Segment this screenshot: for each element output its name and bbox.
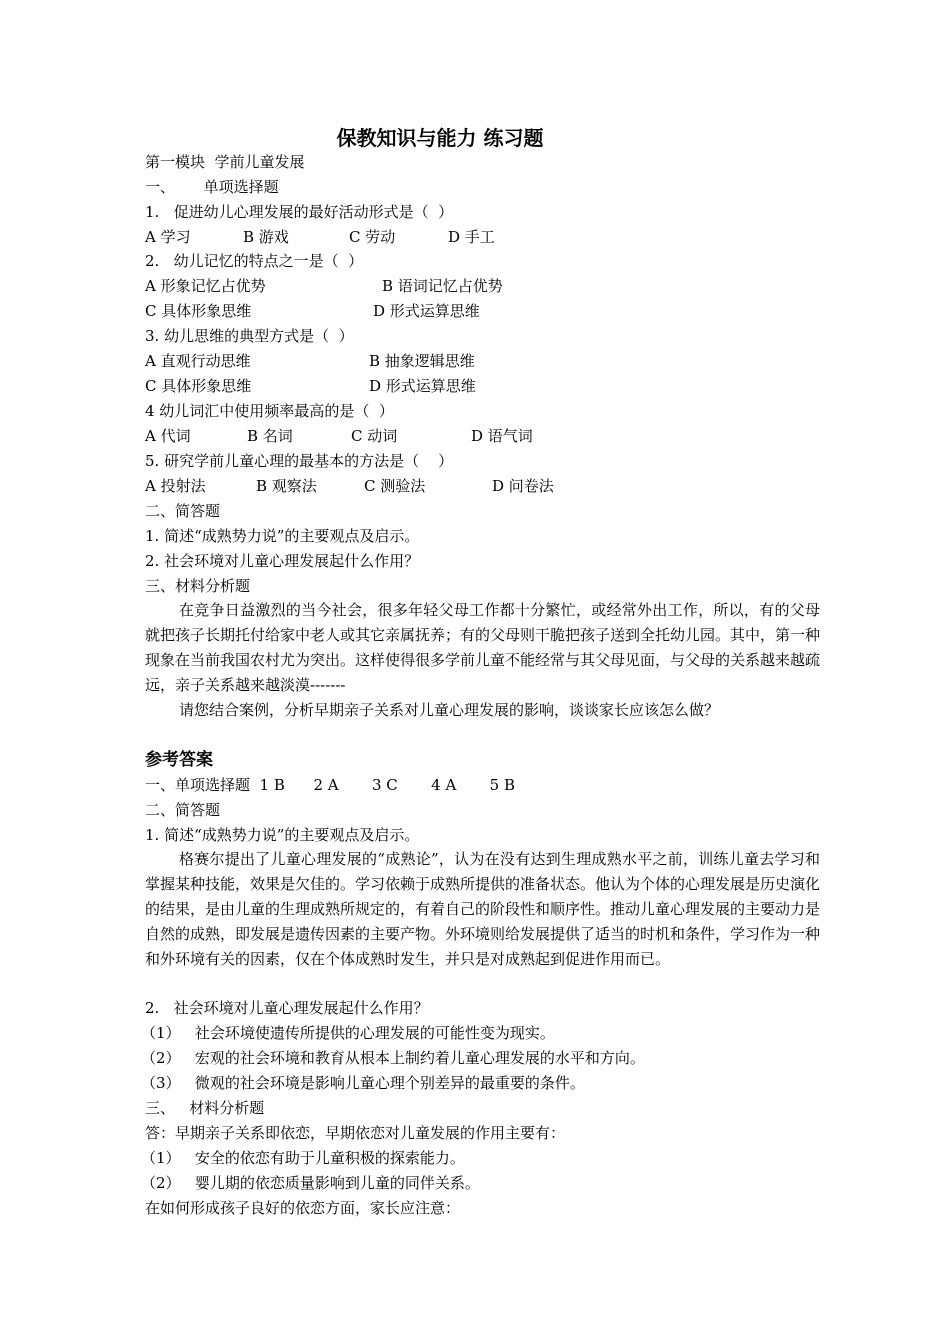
answer-2-item: （3） 微观的社会环境是影响儿童心理个别差异的最重要的条件。	[141, 1074, 585, 1092]
material-question: 请您结合案例，分析早期亲子关系对儿童心理发展的影响，谈谈家长应该怎么做？	[179, 701, 720, 719]
option: A 形象记忆占优势	[145, 277, 266, 295]
option: C 动词	[351, 427, 398, 445]
answer-3-item: （1） 安全的依恋有助于儿童积极的探索能力。	[141, 1149, 465, 1167]
question-1: 1. 促进幼儿心理发展的最好活动形式是（ ）	[145, 203, 454, 221]
option: C 具体形象思维	[145, 377, 252, 395]
option: D 形式运算思维	[373, 302, 480, 320]
option: B 抽象逻辑思维	[369, 352, 475, 370]
option: A 直观行动思维	[145, 352, 251, 370]
option: B 游戏	[243, 228, 289, 246]
option: C 测验法	[364, 477, 426, 495]
document-title: 保教知识与能力 练习题	[336, 126, 544, 150]
section-heading-choice: 一、 单项选择题	[145, 178, 279, 196]
option: D 手工	[448, 228, 495, 246]
option: D 语气词	[471, 427, 533, 445]
answer-1-paragraph: 格赛尔提出了儿童心理发展的“成熟论”，认为在没有达到生理成熟水平之前，训练儿童去学习和掌握某种技能，效果是欠佳的。学习依赖于成熟所提供的准备状态。他认为个体的心理发展是历史演化的结果，是由儿童的生理成熟所规定的，有着自己的阶段性和顺序性。推动儿童心理发展的主要动力是自然的成熟，即发展是遗传因素的主要产物。外环境则给发展提供了适当的时机和条件，学习作为一种和外环境有关的因素，仅在个体成熟时发生，并只是对成熟起到促进作用而已。	[145, 850, 821, 968]
module-heading: 第一模块 学前儿童发展	[145, 153, 305, 171]
option: A 学习	[145, 228, 191, 246]
option: A 代词	[145, 427, 191, 445]
short-question-2: 2. 社会环境对儿童心理发展起什么作用？	[145, 552, 420, 570]
answer-3-intro: 答：早期亲子关系即依恋，早期依恋对儿童发展的作用主要有：	[145, 1124, 566, 1142]
section-heading-material: 三、材料分析题	[145, 577, 251, 595]
question-5: 5. 研究学前儿童心理的最基本的方法是（ ）	[145, 452, 454, 470]
option: D 问卷法	[492, 477, 554, 495]
answer-2-question: 2. 社会环境对儿童心理发展起什么作用？	[145, 999, 429, 1017]
answers-choice: 一、单项选择题 1 B 2 A 3 C 4 A 5 B	[145, 776, 516, 794]
material-paragraph: 在竞争日益激烈的当今社会，很多年轻父母工作都十分繁忙，或经常外出工作，所以，有的父母就把孩子长期托付给家中老人或其它亲属抚养；有的父母则干脆把孩子送到全托幼儿园。其中，第一种现象在当前我国农村尤为突出。这样使得很多学前儿童不能经常与其父母见面，与父母的关系越来越疏远，亲子关系越来越淡漠-------	[145, 601, 821, 694]
option: D 形式运算思维	[369, 377, 476, 395]
answer-2-item: （2） 宏观的社会环境和教育从根本上制约着儿童心理发展的水平和方向。	[141, 1049, 645, 1067]
section-heading-short: 二、简答题	[145, 502, 221, 520]
option: C 具体形象思维	[145, 302, 252, 320]
option: B 语词记忆占优势	[382, 277, 503, 295]
answer-1-question: 1. 简述“成熟势力说”的主要观点及启示。	[145, 826, 420, 844]
option: B 观察法	[256, 477, 317, 495]
answers-material-heading: 三、 材料分析题	[145, 1099, 265, 1117]
question-2: 2. 幼儿记忆的特点之一是（ ）	[145, 252, 364, 270]
question-4: 4 幼儿词汇中使用频率最高的是（ ）	[145, 402, 394, 420]
answers-heading: 参考答案	[145, 750, 213, 770]
option: A 投射法	[145, 477, 206, 495]
answer-2-item: （1） 社会环境使遗传所提供的心理发展的可能性变为现实。	[141, 1024, 555, 1042]
option: C 劳动	[349, 228, 396, 246]
question-3: 3. 幼儿思维的典型方式是（ ）	[145, 327, 354, 345]
answers-short-heading: 二、简答题	[145, 801, 221, 819]
short-question-1: 1. 简述“成熟势力说”的主要观点及启示。	[145, 527, 420, 545]
answer-3-closing: 在如何形成孩子良好的依恋方面，家长应注意：	[145, 1199, 461, 1217]
option: B 名词	[247, 427, 293, 445]
answer-3-item: （2） 婴儿期的依恋质量影响到儿童的同伴关系。	[141, 1174, 480, 1192]
